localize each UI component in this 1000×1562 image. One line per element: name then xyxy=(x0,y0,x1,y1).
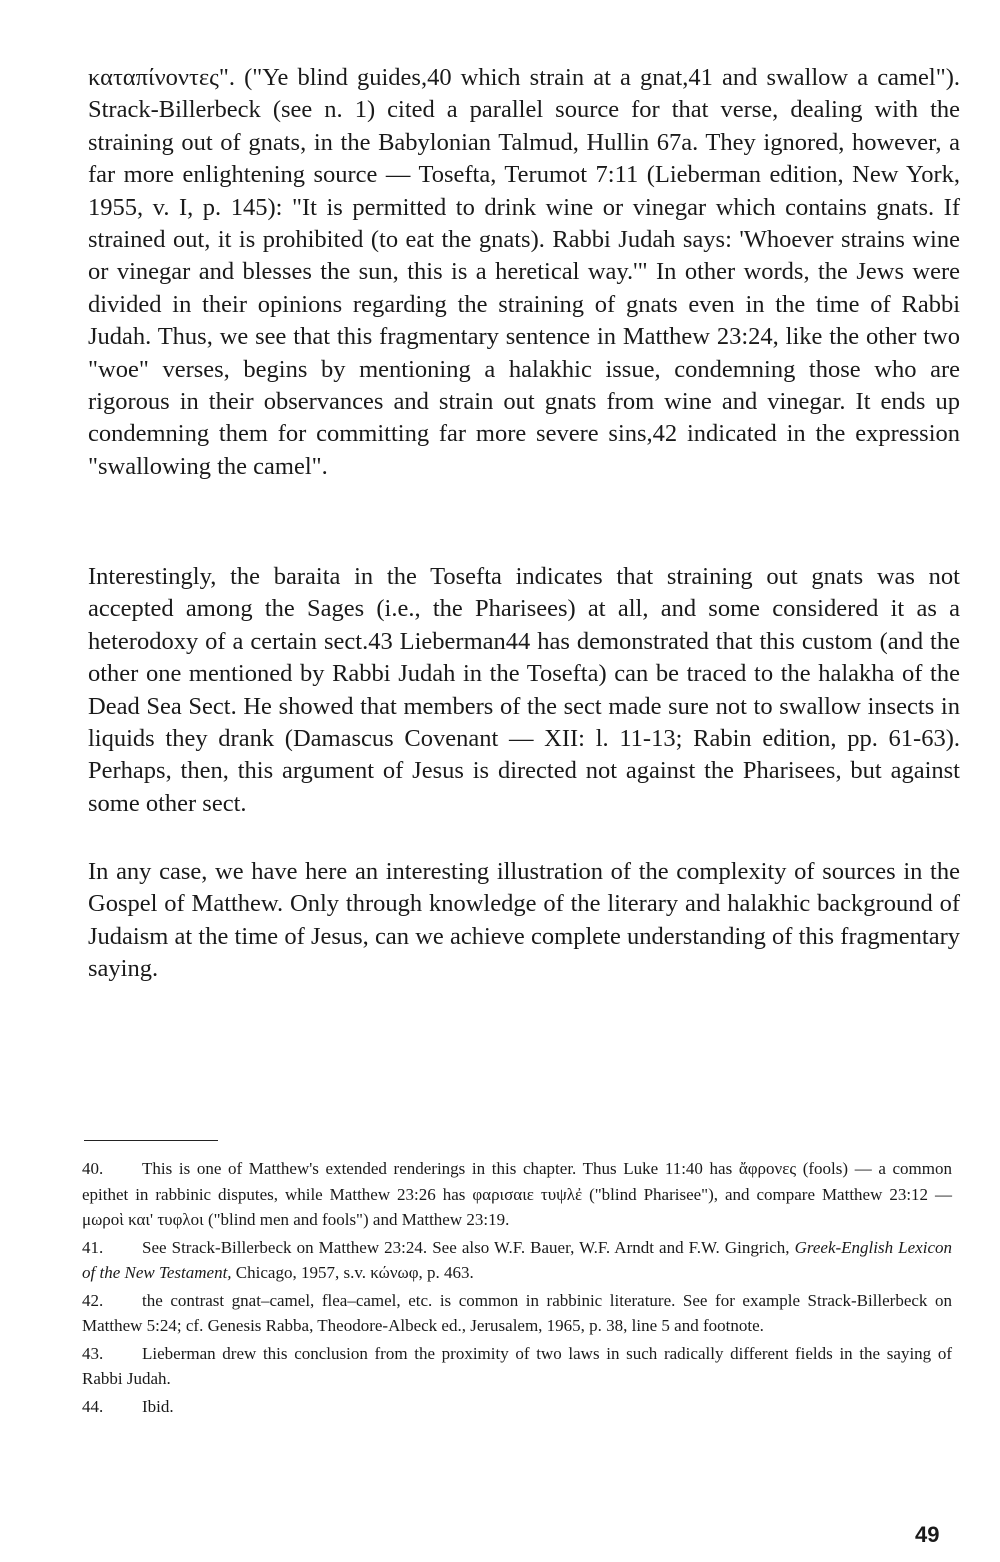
footnote-42 xyxy=(82,1288,952,1339)
footnote-43 xyxy=(82,1341,952,1392)
body-paragraph-2: Interestingly, the baraita in the Tosefta indicates that straining out gnats was not accepted among the Sages (i.e., the Pharisees) at all, and some considered it as a heterodoxy of a certain sect.43 Lieberman44 has demonstrated that this custom (and the other one mentioned by Rabbi Judah in the Tosefta) can be traced to the halakha of the Dead Sea Sect. He showed that members of the sect made sure not to swallow insects in liquids they drank (Damascus Covenant — XII: l. 11-13; Rabin edition, pp. 61-63). Perhaps, then, this argument of Jesus is directed not against the Pharisees, but against some other sect. xyxy=(88,563,960,817)
footnote-text: the contrast gnat–camel, flea–camel, etc. is common in rabbinic literature. See for example Strack-Billerbeck on Matthew 5:24; cf. Genesis Rabba, Theodore-Albeck ed., Jerusalem, 1965, p. 38, line 5 and footnote. xyxy=(82,1290,952,1335)
footnote-book-title: Greek-English Lexicon of the New Testament, xyxy=(82,1237,952,1282)
footnote-number: 41. xyxy=(82,1237,104,1257)
footnote-text: See Strack-Billerbeck on Matthew 23:24. See also W.F. Bauer, W.F. Arndt and F.W. Gingrich, xyxy=(142,1237,790,1257)
footnote-44 xyxy=(82,1394,952,1420)
footnote-text: Lieberman drew this conclusion from the proximity of two laws in such radically different fields in the saying of Rabbi Judah. xyxy=(82,1343,952,1388)
footnote-number: 42. xyxy=(82,1290,104,1310)
footnote-number: 44. xyxy=(82,1396,104,1416)
body-paragraph-3: In any case, we have here an interesting illustration of the complexity of sources in the Gospel of Matthew. Only through knowledge of the literary and halakhic background of Judaism at the time of Jesus, can we achieve complete understanding of this fragmentary saying. xyxy=(88,858,960,983)
footnotes xyxy=(82,1156,952,1421)
footnote-separator xyxy=(84,1140,218,1141)
footnote-number: 43. xyxy=(82,1343,104,1363)
footnote-40 xyxy=(82,1156,952,1233)
footnote-text: Ibid. xyxy=(142,1396,174,1416)
body-paragraph-1: καταπίνοντες". ("Ye blind guides,40 which strain at a gnat,41 and swallow a camel"). Strack-Billerbeck (see n. 1) cited a parallel source for that verse, dealing with the straining out of gnats, in the Babylonian Talmud, Hullin 67a. They ignored, however, a far more enlightening source — Tosefta, Terumot 7:11 (Lieberman edition, New York, 1955, v. I, p. 145): "It is permitted to drink wine or vinegar which contains gnats. If strained out, it is prohibited (to eat the gnats). Rabbi Judah says: 'Whoever strains wine or vinegar and blesses the sun, this is a heretical way.'" In other words, the Jews were divided in their opinions regarding the straining of gnats even in the time of Rabbi Judah. Thus, we see that this fragmentary sentence in Matthew 23:24, like the other two "woe" verses, begins by mentioning a halakhic issue, condemning those who are rigorous in their observances and strain out gnats from wine and vinegar. It ends up condemning them for committing far more severe sins,42 indicated in the expression "swallowing the camel". xyxy=(88,64,960,480)
footnote-41 xyxy=(82,1235,952,1286)
footnote-text: Chicago, 1957, s.v. κώνωφ, p. 463. xyxy=(235,1263,474,1282)
footnote-text: This is one of Matthew's extended renderings in this chapter. Thus Luke 11:40 has ἄφρονες (fools) — a common epithet in rabbinic disputes, while Matthew 23:26 has φαρισαιε τυψλἐ ("blind Pharisee"), and compare Matthew 23:12 — μωροὶ και' τυφλοι ("blind men and fools") and Matthew 23:19. xyxy=(82,1159,952,1229)
footnote-number: 40. xyxy=(82,1159,104,1178)
page-number: 49 xyxy=(915,1522,940,1547)
